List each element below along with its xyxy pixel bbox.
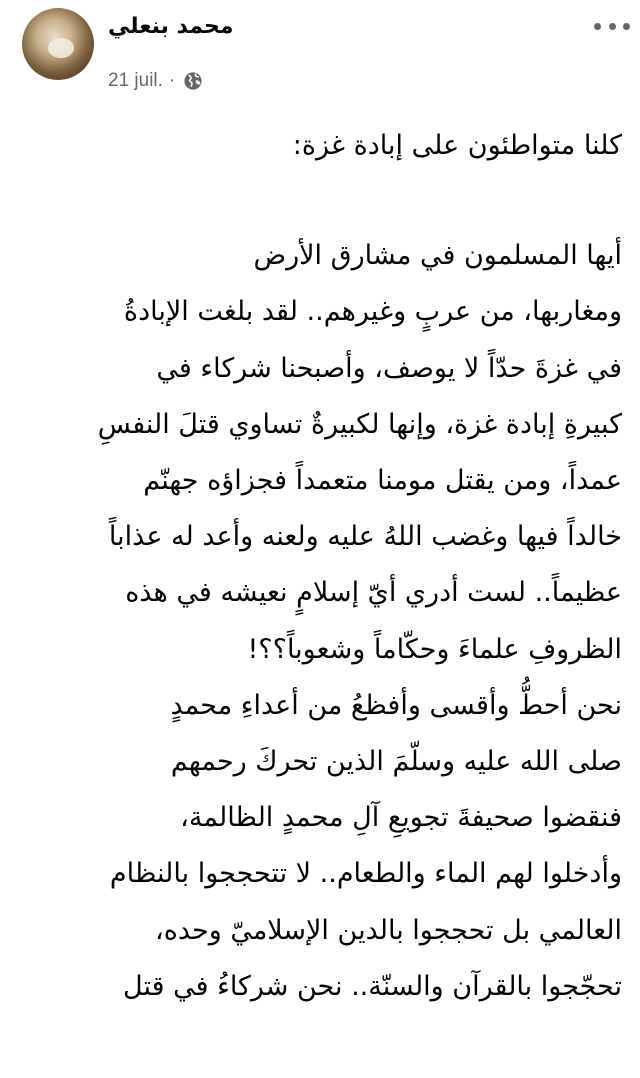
more-dot: [594, 23, 601, 30]
post-header: [0, 0, 640, 110]
more-dot: [609, 23, 616, 30]
post-line: العالمي بل تحججوا بالدين الإسلاميّ وحده،: [154, 914, 622, 946]
post-line: نحن أحطُّ وأقسى وأفظعُ من أعداءِ محمدٍ: [170, 689, 622, 721]
post-line: وأدخلوا لهم الماء والطعام.. لا تتحججوا بالنظام: [109, 858, 622, 890]
meta-separator: ·: [168, 70, 176, 91]
post-body: [10, 118, 622, 1015]
post-meta: [108, 70, 203, 92]
post-heading: كلنا متواطئون على إبادة غزة:: [292, 130, 622, 161]
avatar-photo-highlight: [48, 38, 74, 58]
post-line: عمداً، ومن يقتل مومنا متعمداً فجزاؤه جهنّم: [143, 465, 622, 497]
post-line: ومغاربها، من عربٍ وغيرهم.. لقد بلغت الإبادةُ: [123, 296, 622, 328]
post-line: عظيماً.. لست أدري أيّ إسلامٍ نعيشه في هذه: [125, 577, 622, 609]
post-line: أيها المسلمون في مشارق الأرض: [253, 240, 622, 272]
post-line: الظروفِ علماءَ وحكّاماً وشعوباً؟؟!: [247, 633, 622, 665]
author-avatar[interactable]: [22, 8, 94, 80]
post-line: خالداً فيها وغضب اللهُ عليه ولعنه وأعد له عذاباً: [108, 521, 622, 553]
post-line: كبيرةِ إبادة غزة، وإنها لكبيرةٌ تساوي قتلَ النفسِ: [97, 408, 622, 440]
more-options-icon[interactable]: [594, 14, 630, 38]
post-line: فنقضوا صحيفةَ تجويعِ آلِ محمدٍ الظالمة،: [180, 802, 622, 834]
author-name[interactable]: محمد بنعلي: [108, 14, 234, 39]
more-dot: [623, 23, 630, 30]
post-date[interactable]: 21 juil.: [108, 70, 163, 91]
globe-icon[interactable]: [183, 71, 203, 91]
post-line: صلى الله عليه وسلّمَ الذين تحركَ رحمهم: [170, 746, 622, 778]
post-line: في غزةَ حدّاً لا يوصف، وأصبحنا شركاء في: [156, 352, 622, 384]
post-line: تحجّجوا بالقرآن والسنّة.. نحن شركاءُ في قتل: [123, 970, 622, 1002]
paragraph-gap: [10, 174, 622, 228]
